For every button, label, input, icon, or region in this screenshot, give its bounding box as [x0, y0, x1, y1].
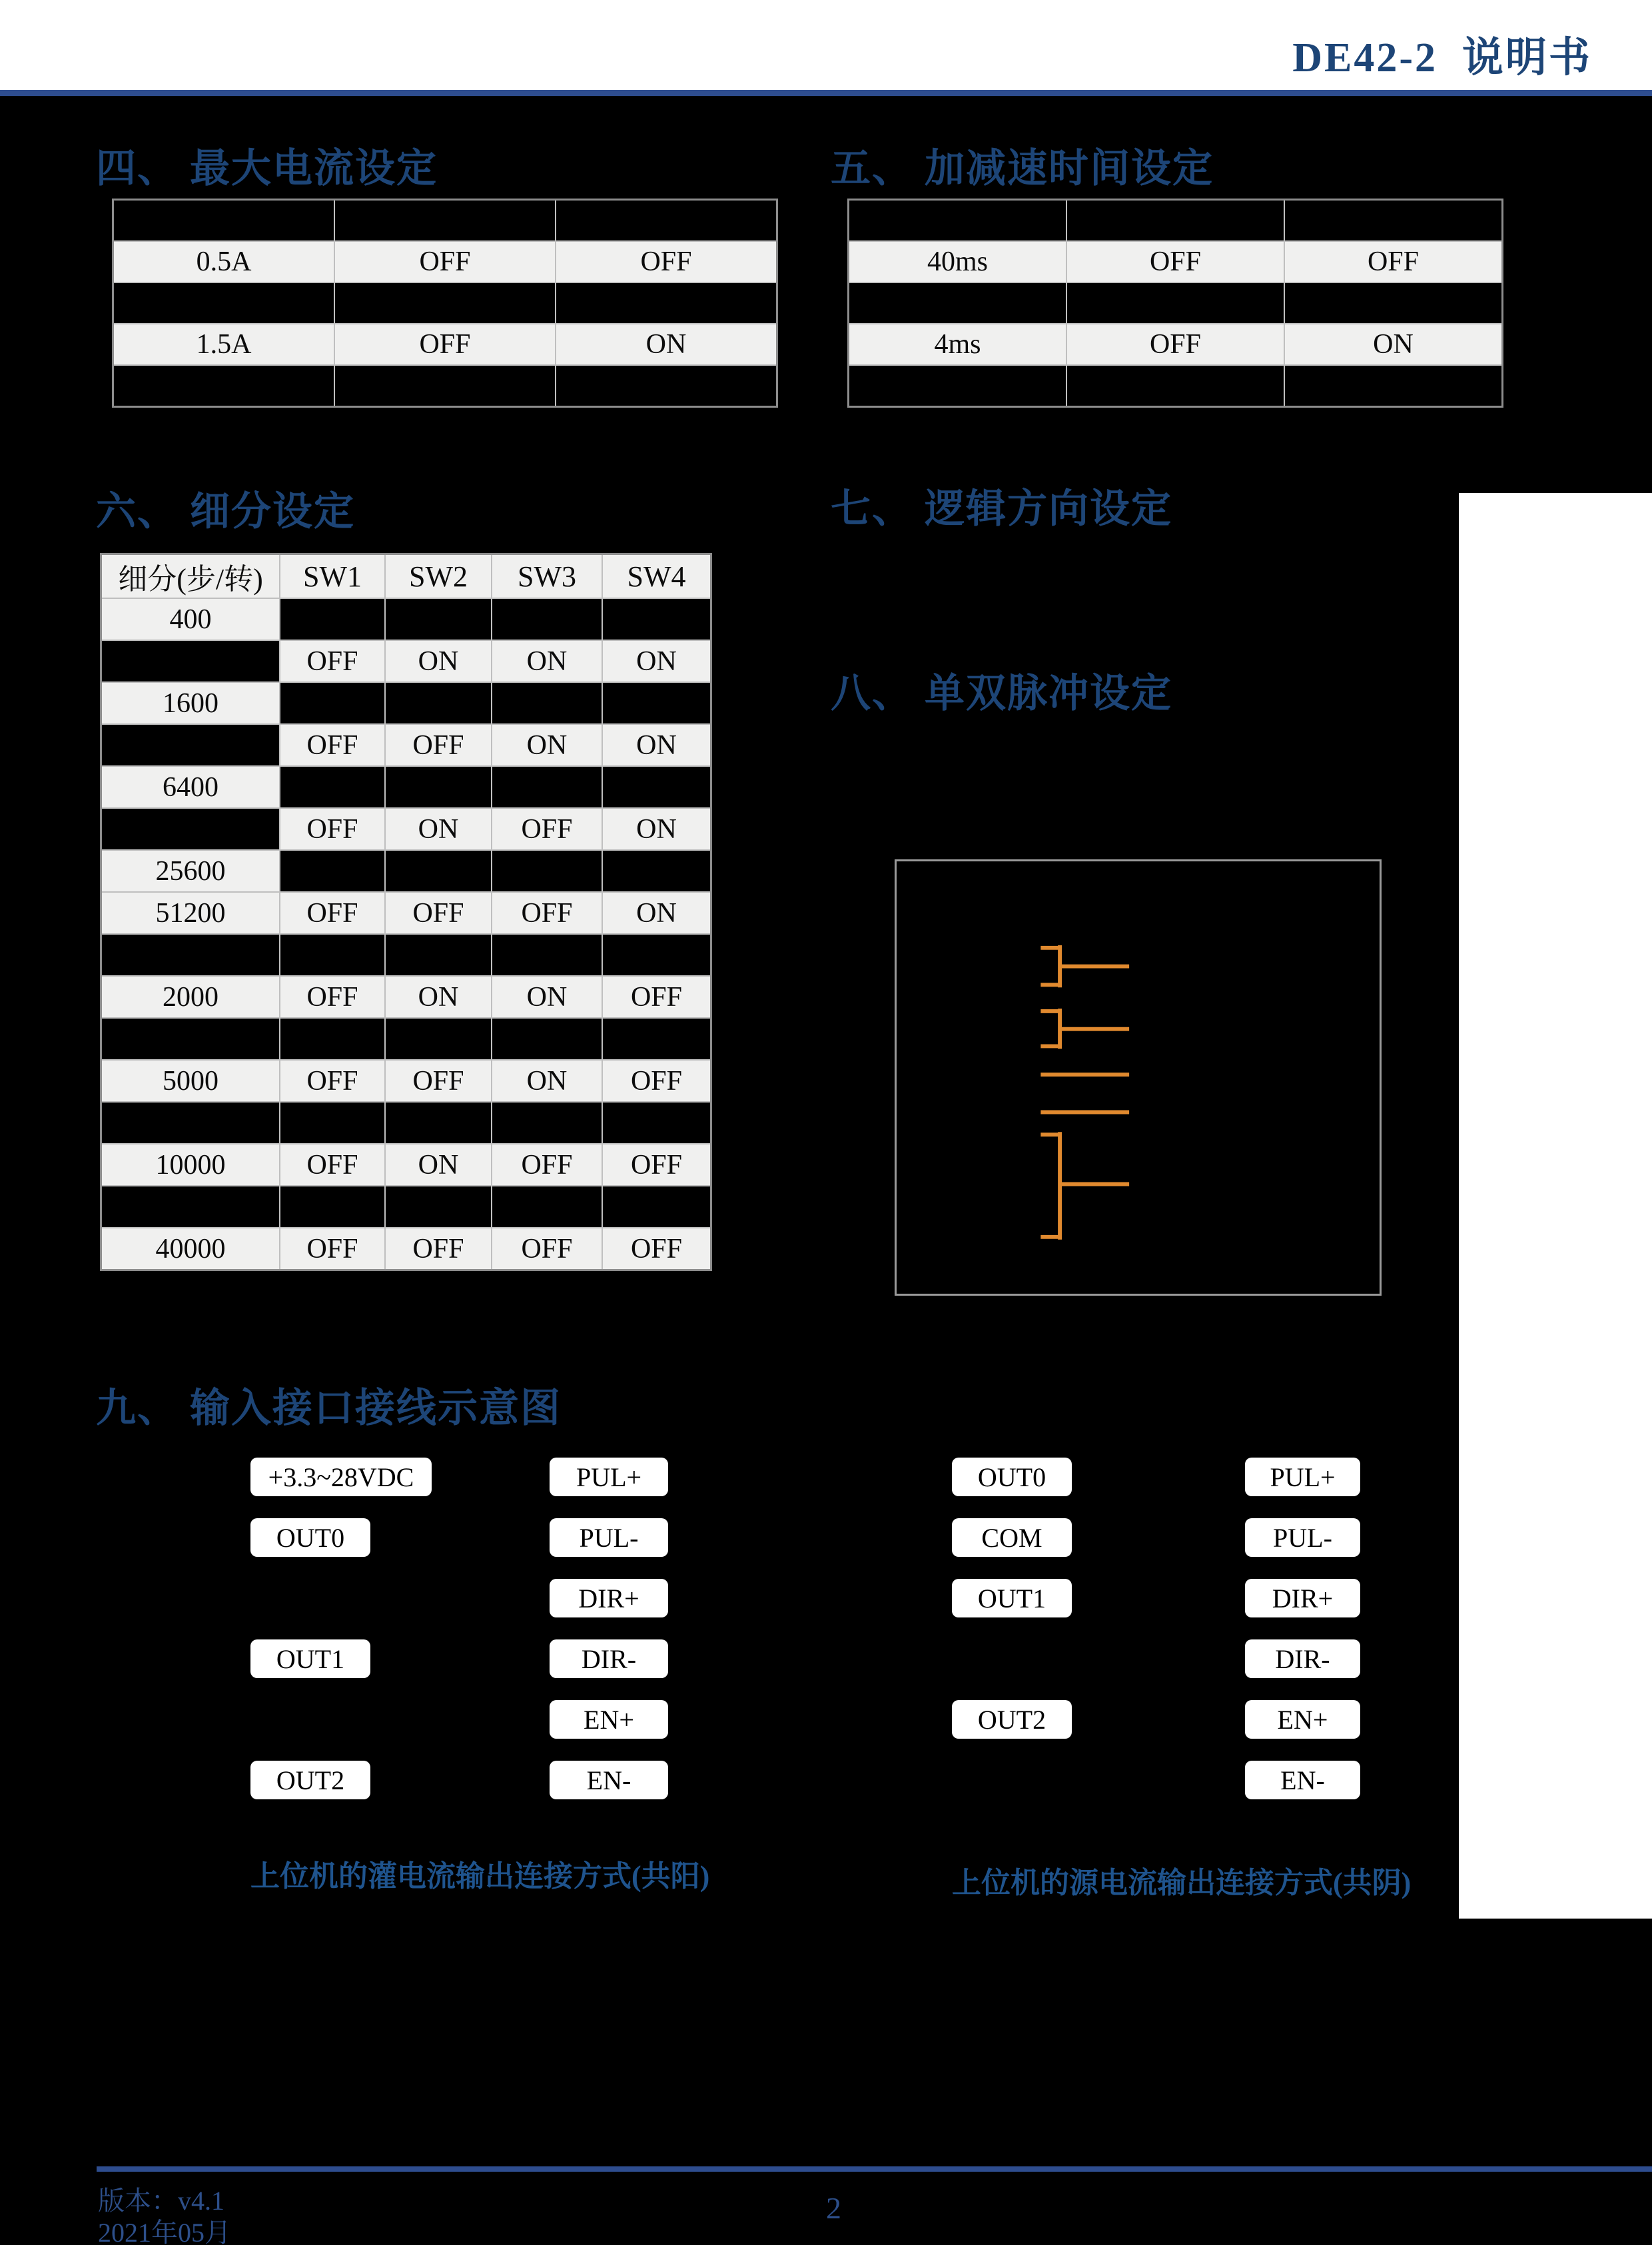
table-cell: [556, 200, 777, 242]
table-cell: OFF: [602, 1228, 711, 1270]
table-cell: OFF: [280, 892, 385, 934]
page-header-title: DE42-2 说明书: [1292, 35, 1592, 81]
table-cell: [849, 200, 1067, 242]
table-cell: OFF: [280, 724, 385, 766]
table-cell: [602, 1186, 711, 1228]
table-cell: [1066, 365, 1284, 407]
table-cell: [602, 1018, 711, 1060]
table-cell: [492, 1186, 602, 1228]
table-cell: 5000: [101, 1060, 280, 1102]
table-cell: [385, 766, 492, 808]
table-cell: ON: [385, 808, 492, 850]
section-title-microstep: 六、 细分设定: [96, 490, 355, 534]
table-cell: [1284, 200, 1503, 242]
table-cell: [385, 1186, 492, 1228]
section-title-wiring: 九、 输入接口接线示意图: [96, 1386, 562, 1430]
footer-date: 2021年05月: [98, 2218, 231, 2245]
table-cell: OFF: [334, 324, 556, 365]
dir-plus-box: DIR+: [550, 1579, 668, 1617]
table-cell: OFF: [280, 808, 385, 850]
table-row: [101, 1102, 711, 1144]
table-cell: [101, 1102, 280, 1144]
table-cell: [492, 598, 602, 640]
table-cell: [280, 850, 385, 892]
table-cell: [113, 200, 335, 242]
com-box: COM: [952, 1518, 1072, 1557]
table-row: [849, 200, 1503, 242]
table-cell: [385, 934, 492, 976]
table-cell: 400: [101, 598, 280, 640]
source-wiring-diagram: [952, 1458, 1412, 1899]
table-cell: [101, 724, 280, 766]
table-cell: [849, 282, 1067, 324]
table-row: [101, 1144, 711, 1186]
source-diagram-caption: 上位机的源电流输出连接方式(共阴): [952, 1867, 1412, 1899]
table-cell: OFF: [385, 892, 492, 934]
optocoupler-symbol-1: [1040, 945, 1129, 987]
table-cell: [602, 682, 711, 724]
dir-minus-box: DIR-: [550, 1639, 668, 1678]
table-cell: ON: [492, 1060, 602, 1102]
table-cell: ON: [556, 324, 777, 365]
table-cell: [113, 365, 335, 407]
table-cell: OFF: [1066, 324, 1284, 365]
table-cell: [492, 1102, 602, 1144]
table-cell: OFF: [1284, 241, 1503, 282]
table-cell: OFF: [385, 1060, 492, 1102]
table-cell: [280, 934, 385, 976]
table-cell: [492, 850, 602, 892]
top-white-band: [0, 0, 1652, 90]
table-cell: OFF: [385, 724, 492, 766]
table-cell: [492, 1018, 602, 1060]
table-cell: 细分(步/转): [101, 554, 280, 599]
table-cell: [113, 282, 335, 324]
table-cell: SW1: [280, 554, 385, 599]
table-cell: [101, 640, 280, 682]
table-cell: [101, 1186, 280, 1228]
table-cell: [334, 282, 556, 324]
table-row: [101, 892, 711, 934]
table-cell: [1284, 282, 1503, 324]
out0-box: OUT0: [952, 1458, 1072, 1496]
table-cell: 25600: [101, 850, 280, 892]
table-cell: OFF: [334, 241, 556, 282]
table-cell: [101, 1018, 280, 1060]
table-row: [101, 640, 711, 682]
table-cell: [385, 682, 492, 724]
out2-box: OUT2: [250, 1761, 370, 1799]
table-cell: OFF: [280, 640, 385, 682]
table-cell: 0.5A: [113, 241, 335, 282]
table-row: [101, 976, 711, 1018]
table-cell: OFF: [602, 1144, 711, 1186]
table-cell: [492, 934, 602, 976]
table-cell: ON: [385, 640, 492, 682]
table-cell: [385, 1018, 492, 1060]
right-margin-panel: [1459, 493, 1652, 1919]
table-cell: [280, 1018, 385, 1060]
table-cell: SW3: [492, 554, 602, 599]
dir-plus-box: DIR+: [1245, 1579, 1360, 1617]
table-cell: [101, 808, 280, 850]
table-cell: 2000: [101, 976, 280, 1018]
table-cell: ON: [602, 892, 711, 934]
table-row: [849, 282, 1503, 324]
table-row: [101, 724, 711, 766]
table-row: [101, 934, 711, 976]
table-row: [113, 200, 777, 242]
footer-page-number: 2: [826, 2191, 841, 2225]
table-cell: [280, 682, 385, 724]
accel-time-table: [847, 199, 1503, 408]
table-cell: [602, 1102, 711, 1144]
table-row: [113, 324, 777, 365]
pulse-diagram: [895, 859, 1382, 1296]
table-cell: OFF: [492, 808, 602, 850]
table-cell: [849, 365, 1067, 407]
table-row: [101, 682, 711, 724]
table-cell: OFF: [280, 1060, 385, 1102]
table-cell: SW2: [385, 554, 492, 599]
table-cell: 4ms: [849, 324, 1067, 365]
table-cell: ON: [492, 976, 602, 1018]
table-cell: [556, 282, 777, 324]
table-cell: [602, 850, 711, 892]
table-row: [101, 598, 711, 640]
table-cell: [334, 365, 556, 407]
table-cell: [101, 934, 280, 976]
table-cell: [280, 1186, 385, 1228]
footer-rule: [97, 2166, 1652, 2172]
pul-minus-box: PUL-: [1245, 1518, 1360, 1557]
table-row: [113, 241, 777, 282]
table-cell: SW4: [602, 554, 711, 599]
table-cell: ON: [492, 640, 602, 682]
table-cell: OFF: [280, 1144, 385, 1186]
table-row: [113, 282, 777, 324]
table-cell: OFF: [385, 1228, 492, 1270]
table-cell: [280, 1102, 385, 1144]
table-cell: 1600: [101, 682, 280, 724]
table-cell: ON: [385, 976, 492, 1018]
table-cell: [492, 766, 602, 808]
section-title-pulse-mode: 八、 单双脉冲设定: [831, 672, 1172, 715]
table-cell: [334, 200, 556, 242]
table-cell: 1.5A: [113, 324, 335, 365]
table-row: [101, 1186, 711, 1228]
sink-diagram-caption: 上位机的灌电流输出连接方式(共阳): [250, 1860, 710, 1893]
out1-box: OUT1: [250, 1639, 370, 1678]
table-row: [101, 850, 711, 892]
table-cell: OFF: [492, 1144, 602, 1186]
en-minus-box: EN-: [550, 1761, 668, 1799]
table-cell: OFF: [602, 1060, 711, 1102]
section-title-max-current: 四、 最大电流设定: [96, 147, 438, 191]
table-row: [101, 1060, 711, 1102]
en-plus-box: EN+: [1245, 1700, 1360, 1739]
table-cell: OFF: [280, 1228, 385, 1270]
table-cell: OFF: [280, 976, 385, 1018]
table-cell: [602, 934, 711, 976]
table-cell: ON: [1284, 324, 1503, 365]
table-cell: ON: [385, 1144, 492, 1186]
table-cell: ON: [602, 724, 711, 766]
table-cell: [1066, 200, 1284, 242]
en-minus-box: EN-: [1245, 1761, 1360, 1799]
table-cell: [492, 682, 602, 724]
optocoupler-symbol-3: [1040, 1132, 1129, 1240]
table-row: [101, 766, 711, 808]
table-cell: OFF: [492, 892, 602, 934]
table-row: [849, 324, 1503, 365]
header-rule: [0, 90, 1652, 96]
table-row: [101, 808, 711, 850]
table-cell: ON: [492, 724, 602, 766]
table-cell: [602, 598, 711, 640]
table-cell: [385, 850, 492, 892]
pul-plus-box: PUL+: [1245, 1458, 1360, 1496]
out0-box: OUT0: [250, 1518, 370, 1557]
table-row: [849, 241, 1503, 282]
table-cell: ON: [602, 640, 711, 682]
pul-minus-box: PUL-: [550, 1518, 668, 1557]
table-cell: [602, 766, 711, 808]
section-title-logic-direction: 七、 逻辑方向设定: [831, 487, 1172, 531]
dir-minus-box: DIR-: [1245, 1639, 1360, 1678]
pul-plus-box: PUL+: [550, 1458, 668, 1496]
table-row: [849, 365, 1503, 407]
table-cell: OFF: [1066, 241, 1284, 282]
table-cell: 6400: [101, 766, 280, 808]
table-cell: 51200: [101, 892, 280, 934]
table-cell: [385, 598, 492, 640]
pulse-waveform-svg: [897, 861, 1380, 1294]
table-cell: [556, 365, 777, 407]
max-current-table: [112, 199, 778, 408]
table-cell: OFF: [556, 241, 777, 282]
table-row: [101, 1018, 711, 1060]
table-cell: 40ms: [849, 241, 1067, 282]
table-cell: OFF: [492, 1228, 602, 1270]
table-cell: ON: [602, 808, 711, 850]
table-cell: 40000: [101, 1228, 280, 1270]
table-row: [101, 1228, 711, 1270]
microstep-table: [100, 553, 712, 1271]
table-cell: 10000: [101, 1144, 280, 1186]
table-cell: [385, 1102, 492, 1144]
out1-box: OUT1: [952, 1579, 1072, 1617]
en-plus-box: EN+: [550, 1700, 668, 1739]
table-cell: OFF: [602, 976, 711, 1018]
table-cell: [1284, 365, 1503, 407]
sink-wiring-diagram: [250, 1458, 710, 1893]
out2-box: OUT2: [952, 1700, 1072, 1739]
table-row: [113, 365, 777, 407]
supply-voltage-box: +3.3~28VDC: [250, 1458, 432, 1496]
section-title-accel-time: 五、 加减速时间设定: [831, 147, 1214, 191]
optocoupler-symbol-2: [1040, 1009, 1129, 1049]
table-cell: [1066, 282, 1284, 324]
table-cell: [280, 766, 385, 808]
footer-version: 版本：v4.1: [98, 2186, 224, 2216]
table-row: [101, 554, 711, 599]
table-cell: [280, 598, 385, 640]
